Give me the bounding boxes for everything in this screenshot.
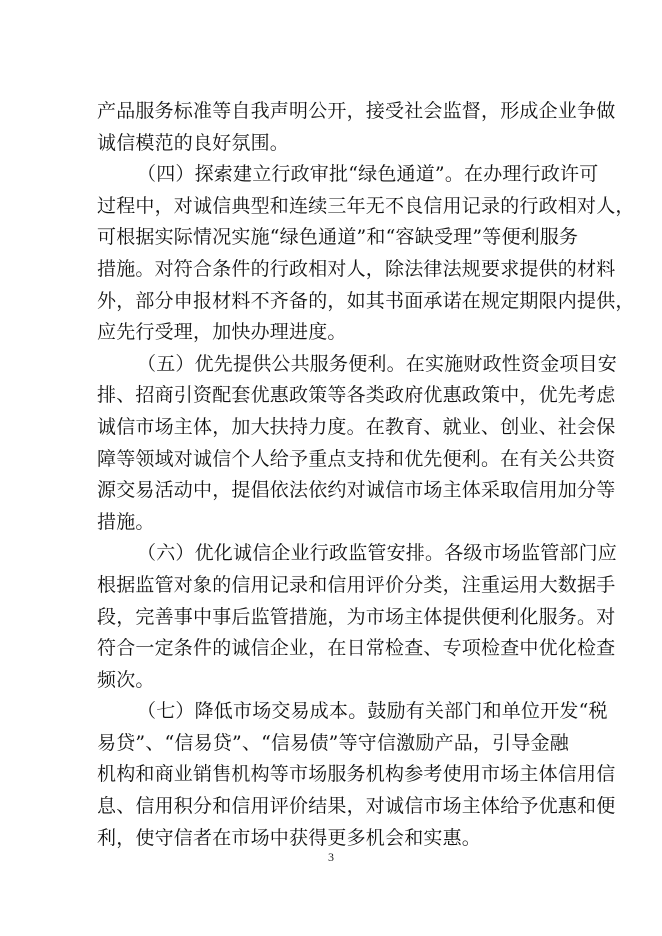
paragraph-heading-line: （四）探索建立行政审批“绿色通道”。在办理行政许可 xyxy=(137,163,599,186)
text-line: 排、招商引资配套优惠政策等各类政府优惠政策中，优先考虑 xyxy=(97,384,616,407)
paragraph-four xyxy=(97,159,635,349)
paragraph-heading-line: （五）优先提供公共服务便利。在实施财政性资金项目安 xyxy=(137,352,618,375)
paragraph-intro-continuation xyxy=(97,96,616,159)
text-line: 措施。对符合条件的行政相对人，除法律法规要求提供的材料 xyxy=(97,257,616,280)
text-line: 过程中，对诚信典型和连续三年无不良信用记录的行政相对人， xyxy=(97,194,635,217)
text-line: 措施。 xyxy=(97,510,155,533)
paragraph-seven xyxy=(97,696,616,854)
page-number: 3 xyxy=(328,850,334,864)
text-line: 外，部分申报材料不齐备的，如其书面承诺在规定期限内提供， xyxy=(97,289,635,312)
paragraph-six xyxy=(97,538,618,696)
text-line: 段，完善事中事后监管措施，为市场主体提供便利化服务。对 xyxy=(97,605,616,628)
paragraph-heading-line: （七）降低市场交易成本。鼓励有关部门和单位开发“税 xyxy=(137,700,608,723)
text-line: 符合一定条件的诚信企业，在日常检查、专项检查中优化检查 xyxy=(97,637,616,660)
paragraph-heading-line: （六）优化诚信企业行政监管安排。各级市场监管部门应 xyxy=(137,542,618,565)
text-line: 产品服务标准等自我声明公开，接受社会监督，形成企业争做 xyxy=(97,100,616,122)
text-line: 利，使守信者在市场中获得更多机会和实惠。 xyxy=(97,826,482,849)
text-line: 频次。 xyxy=(97,668,155,691)
document-body xyxy=(97,96,635,854)
text-line: 诚信市场主体，加大扶持力度。在教育、就业、创业、社会保 xyxy=(97,415,616,438)
text-line: 息、信用积分和信用评价结果，对诚信市场主体给予优惠和便 xyxy=(97,795,616,818)
paragraph-five xyxy=(97,349,618,539)
text-line: 易贷”、“信易贷”、“信易债”等守信激励产品，引导金融 xyxy=(97,731,569,754)
text-line: 源交易活动中，提倡依法依约对诚信市场主体采取信用加分等 xyxy=(97,479,616,502)
text-line: 诚信模范的良好氛围。 xyxy=(97,131,290,154)
text-line: 障等领域对诚信个人给予重点支持和优先便利。在有关公共资 xyxy=(97,447,616,470)
text-line: 应先行受理，加快办理进度。 xyxy=(97,321,347,344)
text-line: 可根据实际情况实施“绿色通道”和“容缺受理”等便利服务 xyxy=(97,226,579,249)
text-line: 根据监管对象的信用记录和信用评价分类，注重运用大数据手 xyxy=(97,573,616,596)
text-line: 机构和商业销售机构等市场服务机构参考使用市场主体信用信 xyxy=(97,763,616,786)
